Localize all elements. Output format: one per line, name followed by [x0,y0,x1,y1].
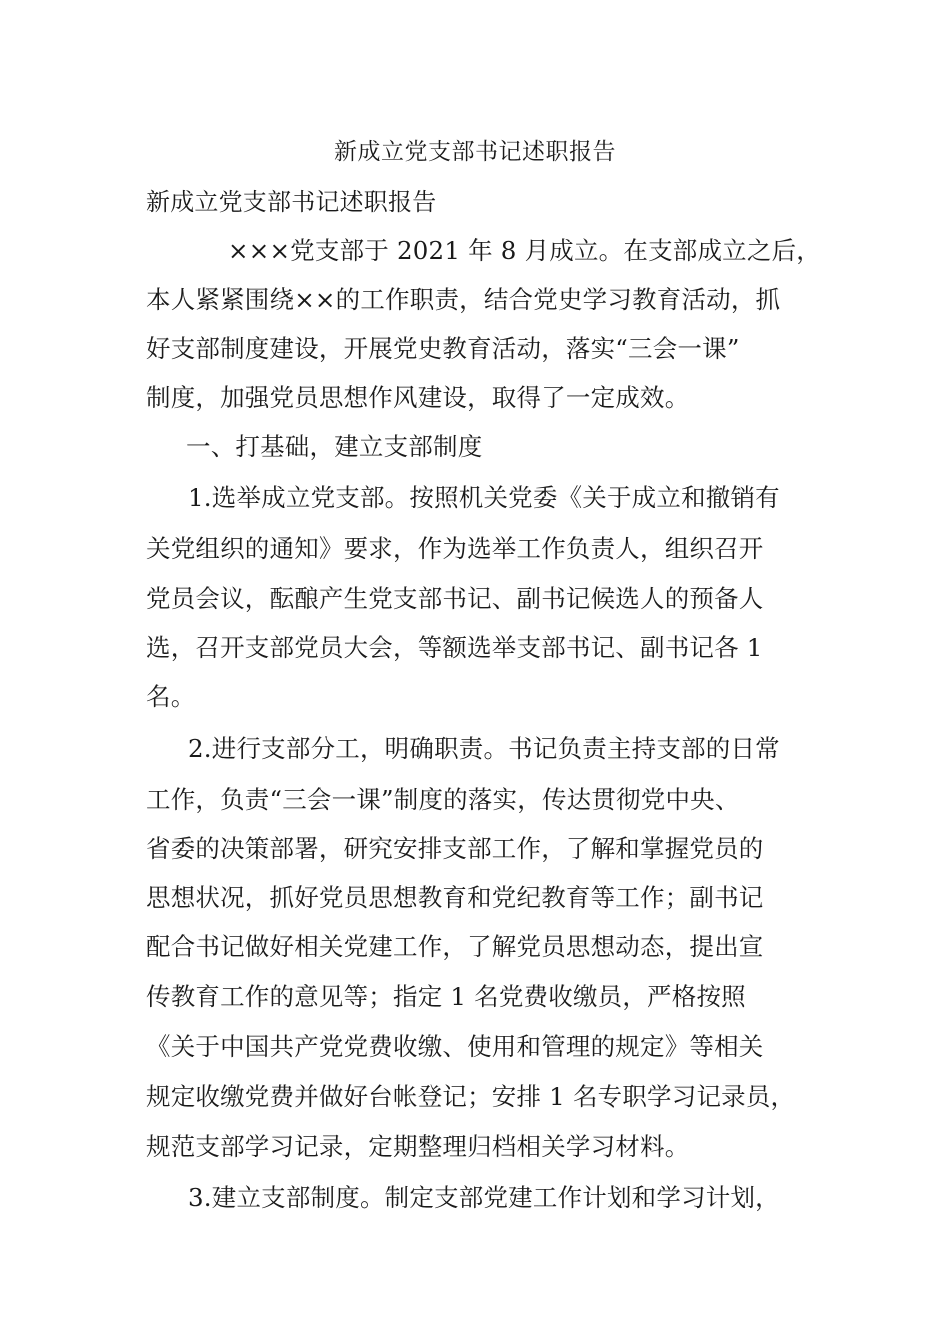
paragraph-line: 党员会议，酝酿产生党支部书记、副书记候选人的预备人 [146,584,764,613]
paragraph-line: 好支部制度建设，开展党史教育活动，落实“三会一课” [146,334,740,363]
section-heading: 一、打基础，建立支部制度 [186,432,483,461]
paragraph-line: 思想状况，抓好党员思想教育和党纪教育等工作；副书记 [146,883,764,912]
paragraph-line: 名。 [146,682,196,711]
paragraph-line: 《关于中国共产党党费收缴、使用和管理的规定》等相关 [146,1032,764,1061]
paragraph-line: 关党组织的通知》要求，作为选举工作负责人，组织召开 [146,534,764,563]
paragraph-line: 传教育工作的意见等；指定 1 名党费收缴员，严格按照 [146,982,746,1011]
paragraph-line: 工作，负责“三会一课”制度的落实，传达贯彻党中央、 [146,785,740,814]
paragraph-line: 配合书记做好相关党建工作，了解党员思想动态，提出宣 [146,932,764,961]
paragraph-line: 3.建立支部制度。制定支部党建工作计划和学习计划， [188,1183,780,1212]
paragraph-line: 规范支部学习记录，定期整理归档相关学习材料。 [146,1132,690,1161]
paragraph-line: 2.进行支部分工，明确职责。书记负责主持支部的日常 [188,734,780,763]
paragraph-line: 本人紧紧围绕××的工作职责，结合党史学习教育活动，抓 [146,285,781,314]
document-title: 新成立党支部书记述职报告 [334,139,616,165]
paragraph-line: 1.选举成立党支部。按照机关党委《关于成立和撤销有 [188,483,780,512]
paragraph-line: 省委的决策部署，研究安排支部工作，了解和掌握党员的 [146,834,764,863]
document-subtitle: 新成立党支部书记述职报告 [146,188,437,216]
paragraph-line: 制度，加强党员思想作风建设，取得了一定成效。 [146,383,690,412]
paragraph-line: 规定收缴党费并做好台帐登记；安排 1 名专职学习记录员， [146,1082,796,1111]
paragraph-line: ×××党支部于 2021 年 8 月成立。在支部成立之后， [228,236,821,265]
paragraph-line: 选，召开支部党员大会，等额选举支部书记、副书记各 1 [146,633,763,662]
